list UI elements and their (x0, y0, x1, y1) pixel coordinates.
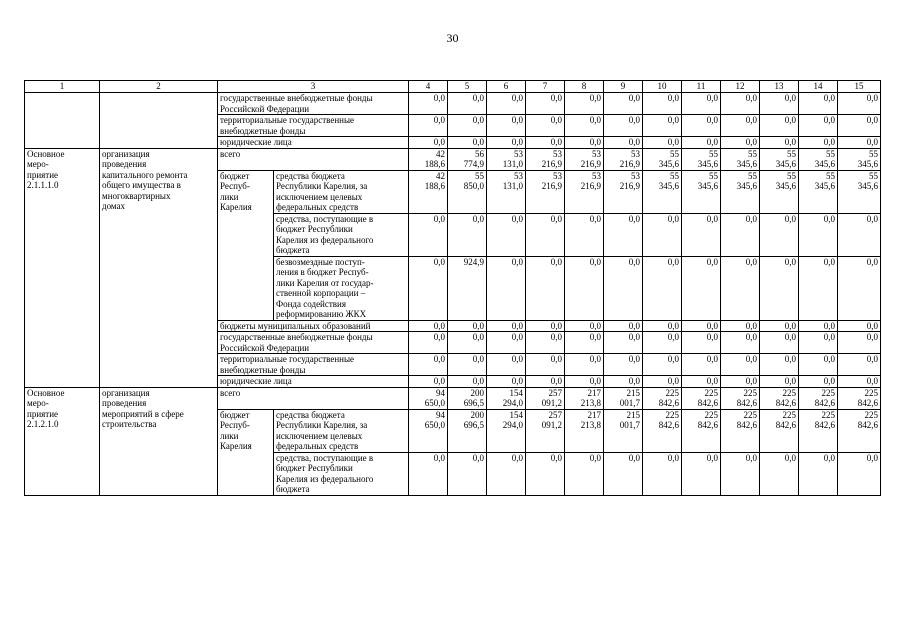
value-cell: 0,0 (643, 354, 682, 376)
value-cell: 0,0 (682, 213, 721, 256)
value-cell: 0,0 (448, 332, 487, 354)
value-cell: 0,0 (409, 376, 448, 388)
source-label: средства, поступающие в бюджет Республики Карелия из федерального бюджета (274, 213, 409, 256)
value-cell: 0,0 (721, 320, 760, 332)
value-cell: 53 131,0 (487, 170, 526, 213)
value-cell: 0,0 (448, 320, 487, 332)
value-cell: 0,0 (682, 332, 721, 354)
value-cell: 0,0 (721, 376, 760, 388)
value-cell: 0,0 (487, 93, 526, 115)
table-row (25, 93, 881, 115)
value-cell: 0,0 (643, 452, 682, 495)
budget-table (24, 80, 881, 496)
value-cell: 0,0 (799, 137, 838, 149)
value-cell: 0,0 (409, 137, 448, 149)
value-cell: 0,0 (409, 354, 448, 376)
value-cell: 215 001,7 (604, 387, 643, 409)
value-cell: 0,0 (838, 137, 881, 149)
value-cell: 0,0 (487, 137, 526, 149)
source-label: средства бюджета Республики Карелия, за исключением целевых федеральных средств (274, 409, 409, 452)
value-cell: 0,0 (643, 320, 682, 332)
value-cell: 55 345,6 (682, 170, 721, 213)
value-cell: 0,0 (565, 256, 604, 320)
value-cell: 0,0 (448, 115, 487, 137)
value-cell: 0,0 (682, 320, 721, 332)
value-cell: 200 696,5 (448, 409, 487, 452)
value-cell: 56 774,9 (448, 148, 487, 170)
header-cell: 2 (100, 81, 218, 93)
value-cell: 0,0 (760, 93, 799, 115)
value-cell: 0,0 (565, 354, 604, 376)
header-cell: 4 (409, 81, 448, 93)
header-cell: 12 (721, 81, 760, 93)
value-cell: 924,9 (448, 256, 487, 320)
header-cell: 5 (448, 81, 487, 93)
value-cell: 0,0 (838, 452, 881, 495)
value-cell: 0,0 (721, 354, 760, 376)
value-cell: 0,0 (565, 320, 604, 332)
budget-label: бюджет Респуб- лики Карелия (218, 170, 274, 320)
value-cell: 0,0 (448, 452, 487, 495)
value-cell: 225 842,6 (799, 387, 838, 409)
value-cell: 0,0 (526, 320, 565, 332)
source-label: средства бюджета Республики Карелия, за исключением целевых федеральных средств (274, 170, 409, 213)
value-cell: 0,0 (643, 93, 682, 115)
value-cell: 42 188,6 (409, 148, 448, 170)
source-label: средства, поступающие в бюджет Республики Карелия из федерального бюджета (274, 452, 409, 495)
value-cell: 0,0 (643, 332, 682, 354)
value-cell: 0,0 (487, 256, 526, 320)
value-cell: 53 216,9 (604, 170, 643, 213)
value-cell: 0,0 (448, 213, 487, 256)
value-cell: 0,0 (682, 376, 721, 388)
value-cell: 0,0 (604, 320, 643, 332)
value-cell: 0,0 (604, 93, 643, 115)
value-cell: 0,0 (409, 93, 448, 115)
value-cell: 0,0 (799, 115, 838, 137)
value-cell: 55 345,6 (643, 148, 682, 170)
value-cell: 55 345,6 (799, 148, 838, 170)
table-row (25, 148, 881, 170)
value-cell: 200 696,5 (448, 387, 487, 409)
source-label: юридические лица (218, 376, 409, 388)
value-cell: 257 091,2 (526, 409, 565, 452)
value-cell: 154 294,0 (487, 409, 526, 452)
value-cell: 0,0 (760, 376, 799, 388)
value-cell: 0,0 (799, 332, 838, 354)
value-cell: 0,0 (409, 213, 448, 256)
budget-label: бюджет Респуб- лики Карелия (218, 409, 274, 495)
value-cell: 225 842,6 (760, 387, 799, 409)
source-label: государственные внебюджетные фонды Российской Федерации (218, 332, 409, 354)
value-cell: 225 842,6 (682, 387, 721, 409)
value-cell: 0,0 (565, 376, 604, 388)
value-cell: 0,0 (721, 452, 760, 495)
value-cell: 0,0 (565, 332, 604, 354)
value-cell: 0,0 (760, 332, 799, 354)
value-cell: 0,0 (643, 115, 682, 137)
value-cell: 0,0 (760, 256, 799, 320)
value-cell: 0,0 (448, 137, 487, 149)
value-cell: 0,0 (799, 452, 838, 495)
value-cell: 0,0 (838, 376, 881, 388)
value-cell: 257 091,2 (526, 387, 565, 409)
value-cell: 0,0 (487, 320, 526, 332)
value-cell: 0,0 (838, 320, 881, 332)
header-cell: 9 (604, 81, 643, 93)
header-cell: 1 (25, 81, 100, 93)
value-cell: 225 842,6 (643, 409, 682, 452)
value-cell: 217 213,8 (565, 387, 604, 409)
value-cell: 0,0 (838, 332, 881, 354)
value-cell: 0,0 (604, 256, 643, 320)
value-cell: 0,0 (760, 115, 799, 137)
value-cell: 0,0 (838, 256, 881, 320)
value-cell: 0,0 (799, 256, 838, 320)
value-cell: 0,0 (760, 354, 799, 376)
value-cell: 0,0 (409, 256, 448, 320)
page-number: 30 (446, 31, 459, 45)
value-cell: 94 650,0 (409, 387, 448, 409)
empty-name-cell (100, 93, 218, 149)
value-cell: 0,0 (838, 93, 881, 115)
measure-name: организация проведения мероприятий в сфере строительства (100, 387, 218, 495)
value-cell: 215 001,7 (604, 409, 643, 452)
value-cell: 0,0 (526, 93, 565, 115)
value-cell: 0,0 (799, 213, 838, 256)
value-cell: 0,0 (721, 93, 760, 115)
value-cell: 0,0 (760, 213, 799, 256)
value-cell: 0,0 (799, 320, 838, 332)
measure-name: организация проведения капитального ремонта общего имущества в многоквартирных домах (100, 148, 218, 387)
value-cell: 55 345,6 (838, 148, 881, 170)
value-cell: 0,0 (604, 213, 643, 256)
value-cell: 0,0 (487, 452, 526, 495)
source-label: государственные внебюджетные фонды Российской Федерации (218, 93, 409, 115)
header-cell: 3 (218, 81, 409, 93)
value-cell: 53 216,9 (565, 170, 604, 213)
value-cell: 0,0 (721, 137, 760, 149)
value-cell: 225 842,6 (838, 387, 881, 409)
value-cell: 42 188,6 (409, 170, 448, 213)
value-cell: 225 842,6 (721, 387, 760, 409)
value-cell: 0,0 (409, 332, 448, 354)
source-label: территориальные государственные внебюджетные фонды (218, 354, 409, 376)
value-cell: 0,0 (565, 115, 604, 137)
value-cell: 0,0 (565, 93, 604, 115)
value-cell: 55 345,6 (643, 170, 682, 213)
value-cell: 0,0 (526, 115, 565, 137)
value-cell: 154 294,0 (487, 387, 526, 409)
value-cell: 0,0 (604, 376, 643, 388)
value-cell: 0,0 (643, 376, 682, 388)
measure-code: Основное меро- приятие 2.1.2.1.0 (25, 387, 100, 495)
value-cell: 0,0 (838, 354, 881, 376)
header-cell: 6 (487, 81, 526, 93)
value-cell: 53 216,9 (526, 170, 565, 213)
value-cell: 0,0 (643, 256, 682, 320)
value-cell: 0,0 (487, 332, 526, 354)
header-cell: 7 (526, 81, 565, 93)
value-cell: 55 345,6 (721, 170, 760, 213)
value-cell: 0,0 (487, 354, 526, 376)
value-cell: 53 216,9 (604, 148, 643, 170)
value-cell: 55 345,6 (760, 148, 799, 170)
value-cell: 0,0 (526, 452, 565, 495)
value-cell: 94 650,0 (409, 409, 448, 452)
value-cell: 0,0 (526, 376, 565, 388)
value-cell: 0,0 (838, 115, 881, 137)
value-cell: 0,0 (760, 452, 799, 495)
header-cell: 11 (682, 81, 721, 93)
value-cell: 0,0 (604, 115, 643, 137)
value-cell: 225 842,6 (799, 409, 838, 452)
value-cell: 0,0 (604, 332, 643, 354)
header-cell: 15 (838, 81, 881, 93)
value-cell: 53 216,9 (565, 148, 604, 170)
value-cell: 0,0 (604, 354, 643, 376)
header-cell: 14 (799, 81, 838, 93)
value-cell: 0,0 (838, 213, 881, 256)
value-cell: 0,0 (760, 320, 799, 332)
value-cell: 0,0 (682, 452, 721, 495)
value-cell: 0,0 (721, 115, 760, 137)
value-cell: 55 345,6 (682, 148, 721, 170)
value-cell: 55 345,6 (799, 170, 838, 213)
source-label: бюджеты муниципальных образований (218, 320, 409, 332)
value-cell: 0,0 (565, 137, 604, 149)
value-cell: 0,0 (409, 115, 448, 137)
value-cell: 0,0 (721, 256, 760, 320)
value-cell: 0,0 (409, 320, 448, 332)
value-cell: 0,0 (643, 213, 682, 256)
value-cell: 55 345,6 (838, 170, 881, 213)
value-cell: 0,0 (526, 354, 565, 376)
value-cell: 53 216,9 (526, 148, 565, 170)
value-cell: 0,0 (526, 256, 565, 320)
value-cell: 0,0 (526, 213, 565, 256)
value-cell: 0,0 (448, 93, 487, 115)
value-cell: 53 131,0 (487, 148, 526, 170)
header-row (25, 81, 881, 93)
value-cell: 0,0 (448, 354, 487, 376)
value-cell: 0,0 (643, 137, 682, 149)
value-cell: 0,0 (604, 137, 643, 149)
header-cell: 13 (760, 81, 799, 93)
value-cell: 0,0 (604, 452, 643, 495)
value-cell: 0,0 (682, 115, 721, 137)
value-cell: 0,0 (448, 376, 487, 388)
value-cell: 0,0 (799, 376, 838, 388)
value-cell: 225 842,6 (721, 409, 760, 452)
value-cell: 55 345,6 (721, 148, 760, 170)
value-cell: 0,0 (721, 332, 760, 354)
source-label: всего (218, 387, 409, 409)
value-cell: 0,0 (526, 332, 565, 354)
value-cell: 0,0 (682, 137, 721, 149)
table-row (25, 387, 881, 409)
header-cell: 10 (643, 81, 682, 93)
value-cell: 0,0 (565, 213, 604, 256)
value-cell: 0,0 (526, 137, 565, 149)
value-cell: 0,0 (682, 93, 721, 115)
value-cell: 0,0 (799, 93, 838, 115)
source-label: безвозмездные поступ- ления в бюджет Респуб- лики Карелия от государ- ственной корпорации – Фонда содействия реформированию ЖКХ (274, 256, 409, 320)
value-cell: 0,0 (565, 452, 604, 495)
value-cell: 225 842,6 (682, 409, 721, 452)
value-cell: 225 842,6 (760, 409, 799, 452)
value-cell: 55 850,0 (448, 170, 487, 213)
value-cell: 0,0 (760, 137, 799, 149)
value-cell: 225 842,6 (838, 409, 881, 452)
value-cell: 217 213,8 (565, 409, 604, 452)
value-cell: 0,0 (487, 376, 526, 388)
value-cell: 0,0 (721, 213, 760, 256)
header-cell: 8 (565, 81, 604, 93)
value-cell: 0,0 (682, 354, 721, 376)
source-label: всего (218, 148, 409, 170)
value-cell: 0,0 (682, 256, 721, 320)
value-cell: 0,0 (487, 115, 526, 137)
value-cell: 0,0 (799, 354, 838, 376)
value-cell: 225 842,6 (643, 387, 682, 409)
source-label: территориальные государственные внебюджетные фонды (218, 115, 409, 137)
value-cell: 55 345,6 (760, 170, 799, 213)
empty-code-cell (25, 93, 100, 149)
measure-code: Основное меро- приятие 2.1.1.1.0 (25, 148, 100, 387)
source-label: юридические лица (218, 137, 409, 149)
value-cell: 0,0 (409, 452, 448, 495)
value-cell: 0,0 (487, 213, 526, 256)
